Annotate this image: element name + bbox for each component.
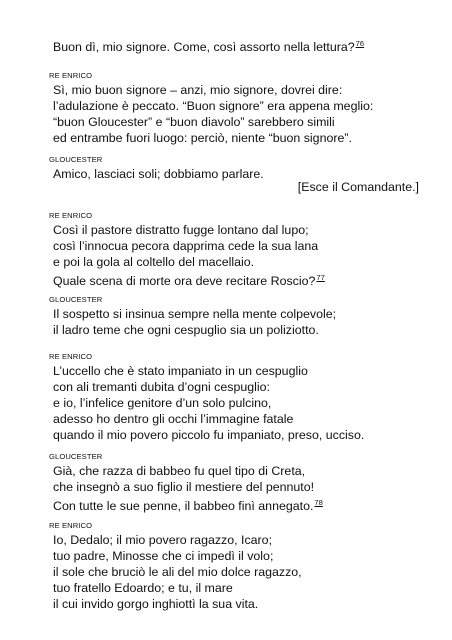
verse-text: Con tutte le sue penne, il babbeo finì annegato. (53, 499, 314, 513)
speaker-name: RE ENRICO (49, 71, 93, 80)
verse-text: Quale scena di morte ora deve recitare Roscio? (53, 274, 316, 288)
verse-line: Io, Dedalo; il mio povero ragazzo, Icaro; (53, 533, 273, 547)
verse-line: il cui invido gorgo inghiottì la sua vita. (53, 597, 259, 611)
speaker-name: RE ENRICO (49, 211, 93, 220)
verse-text: Buon dì, mio signore. Come, così assorto nella lettura? (53, 40, 355, 54)
verse-line: che insegnò a suo figlio il mestiere del pennuto! (53, 480, 315, 494)
speaker-name: GLOUCESTER (49, 452, 103, 461)
verse-line (53, 36, 364, 55)
verse-line (53, 270, 325, 289)
verse-line: “buon Gloucester” e “buon diavolo” sarebbero simili (53, 115, 335, 129)
verse-line: tuo padre, Minosse che ci impedì il volo; (53, 549, 274, 563)
verse-line: tuo fratello Edoardo; e tu, il mare (53, 581, 233, 595)
speaker-name: RE ENRICO (49, 521, 93, 530)
verse-line: il sole che bruciò le ali del mio dolce ragazzo, (53, 565, 302, 579)
verse-line: Amico, lasciaci soli; dobbiamo parlare. (53, 167, 264, 181)
stage-direction: [Esce il Comandante.] (297, 180, 419, 194)
verse-line: il ladro teme che ogni cespuglio sia un poliziotto. (53, 323, 319, 337)
speaker-name: GLOUCESTER (49, 295, 103, 304)
verse-line: e poi la gola al coltello del macellaio. (53, 255, 255, 269)
footnote-ref[interactable]: 77 (316, 273, 325, 282)
footnote-ref[interactable]: 78 (314, 498, 323, 507)
verse-line: adesso ho dentro gli occhi l’immagine fatale (53, 412, 294, 426)
verse-line: l’adulazione è peccato. “Buon signore” era appena meglio: (53, 99, 374, 113)
verse-line: L’uccello che è stato impaniato in un cespuglio (53, 364, 308, 378)
verse-line: Il sospetto si insinua sempre nella mente colpevole; (53, 307, 337, 321)
verse-line: con ali tremanti dubita d’ogni cespuglio: (53, 380, 270, 394)
verse-line: Sì, mio buon signore – anzi, mio signore, dovrei dire: (53, 83, 343, 97)
footnote-ref[interactable]: 76 (355, 39, 365, 48)
verse-line: Così il pastore distratto fugge lontano dal lupo; (53, 223, 309, 237)
speaker-name: GLOUCESTER (49, 155, 103, 164)
verse-line: così l’innocua pecora dapprima cede la sua lana (53, 239, 319, 253)
verse-line: ed entrambe fuori luogo: perciò, niente “buon signore”. (53, 131, 352, 145)
verse-line: Già, che razza di babbeo fu quel tipo di Creta, (53, 464, 306, 478)
verse-line: quando il mio povero piccolo fu impaniato, preso, ucciso. (53, 428, 365, 442)
verse-line (53, 495, 323, 514)
speaker-name: RE ENRICO (49, 352, 93, 361)
verse-line: e io, l’infelice genitore d’un solo pulcino, (53, 396, 272, 410)
